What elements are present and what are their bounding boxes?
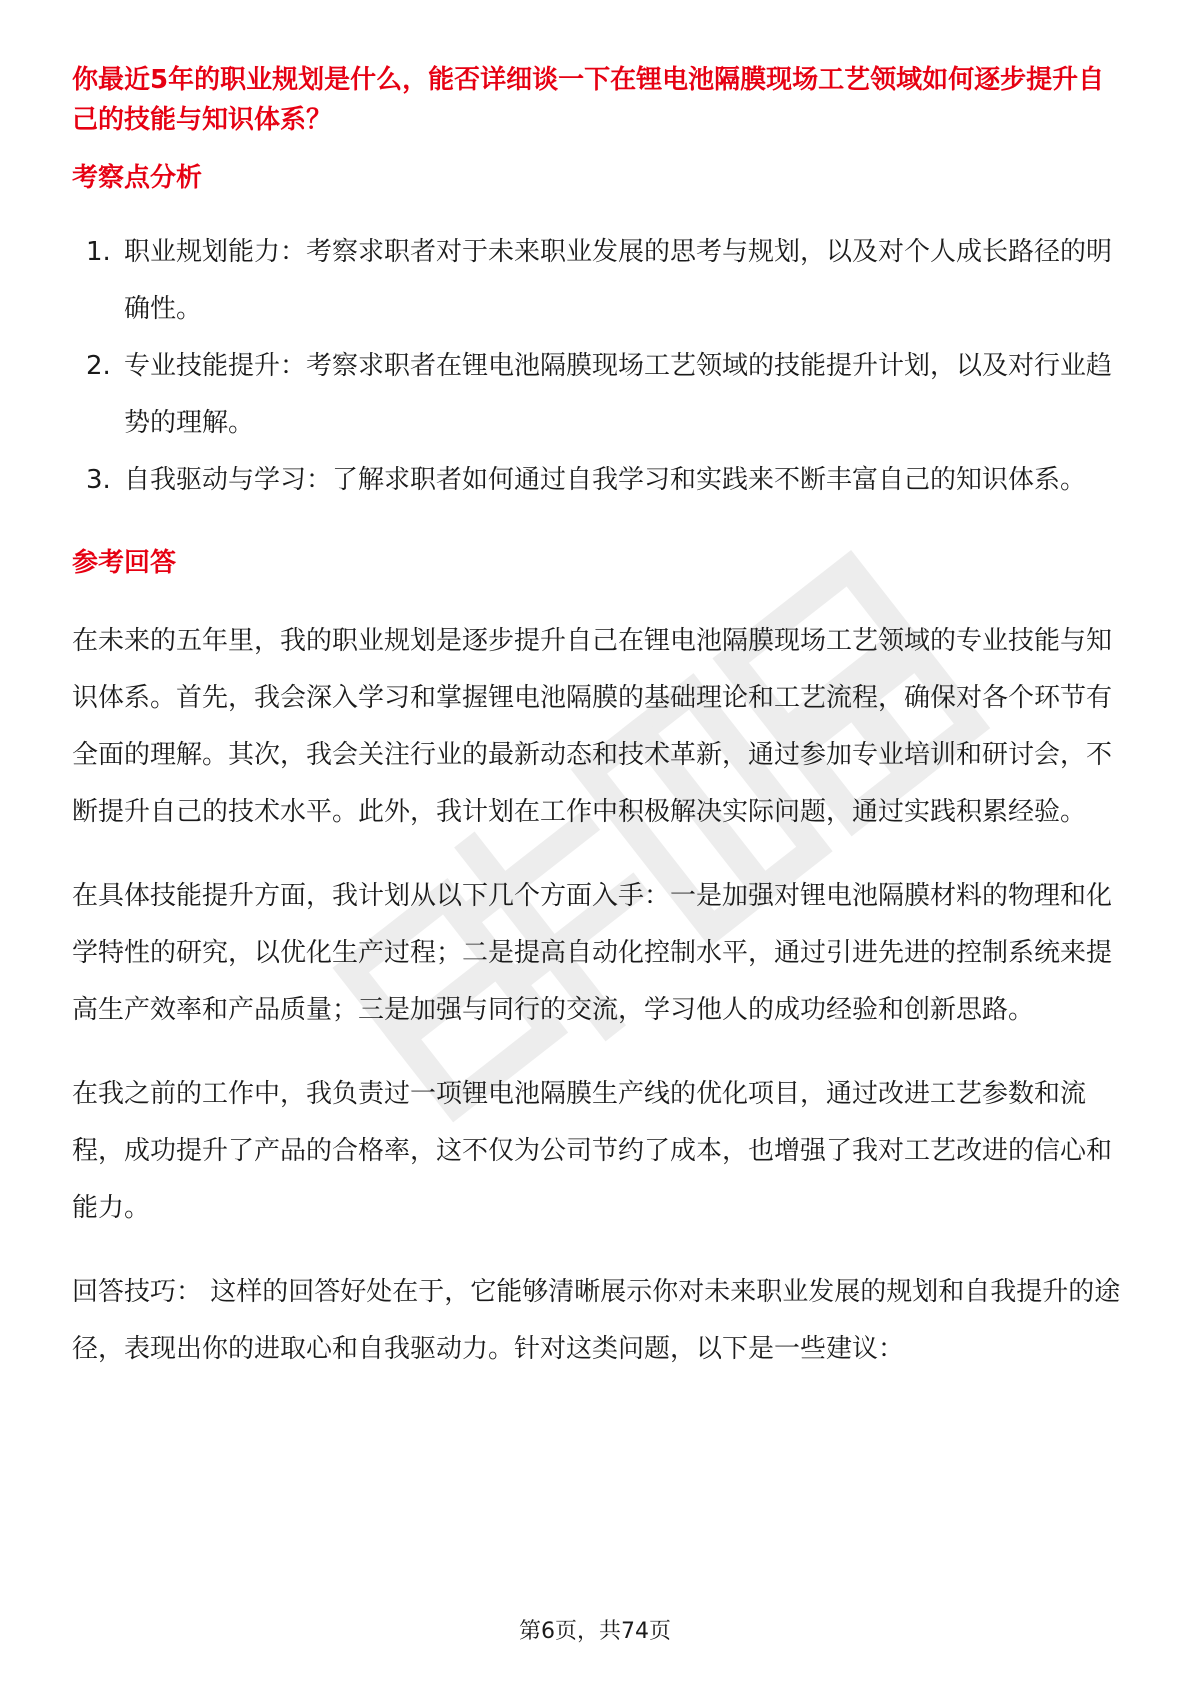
list-item-number: 3. (86, 465, 111, 495)
list-item-number: 1. (86, 237, 111, 267)
answer-tips-paragraph: 回答技巧： 这样的回答好处在于，它能够清晰展示你对未来职业发展的规划和自我提升的途径，表现出你的进取心和自我驱动力。针对这类问题，以下是一些建议： (72, 1277, 1121, 1364)
list-item (72, 224, 1122, 338)
analysis-heading: 考察点分析 (72, 163, 203, 193)
list-item-text: 自我驱动与学习：了解求职者如何通过自我学习和实践来不断丰富自己的知识体系。 (124, 465, 1087, 495)
main-content (72, 60, 1122, 1378)
page-number: 第6页，共74页 (519, 1619, 671, 1644)
answer-paragraph: 在未来的五年里，我的职业规划是逐步提升自己在锂电池隔膜现场工艺领域的专业技能与知识体系。首先，我会深入学习和掌握锂电池隔膜的基础理论和工艺流程，确保对各个环节有全面的理解。其次，我会关注行业的最新动态和技术革新，通过参加专业培训和研讨会，不断提升自己的技术水平。此外，我计划在工作中积极解决实际问题，通过实践积累经验。 (72, 626, 1113, 827)
answer-heading: 参考回答 (72, 548, 177, 578)
list-item-text: 职业规划能力：考察求职者对于未来职业发展的思考与规划，以及对个人成长路径的明确性。 (124, 237, 1113, 324)
list-item (72, 338, 1122, 452)
analysis-points-list (72, 224, 1122, 509)
list-item-text: 专业技能提升：考察求职者在锂电池隔膜现场工艺领域的技能提升计划，以及对行业趋势的理解。 (124, 351, 1113, 438)
question-title: 你最近5年的职业规划是什么，能否详细谈一下在锂电池隔膜现场工艺领域如何逐步提升自己的技能与知识体系？ (72, 65, 1105, 135)
answer-paragraph: 在我之前的工作中，我负责过一项锂电池隔膜生产线的优化项目，通过改进工艺参数和流程，成功提升了产品的合格率，这不仅为公司节约了成本，也增强了我对工艺改进的信心和能力。 (72, 1079, 1113, 1223)
list-item (72, 452, 1122, 509)
list-item-number: 2. (86, 351, 111, 381)
answer-paragraph: 在具体技能提升方面，我计划从以下几个方面入手：一是加强对锂电池隔膜材料的物理和化学特性的研究，以优化生产过程；二是提高自动化控制水平，通过引进先进的控制系统来提高生产效率和产品质量；三是加强与同行的交流，学习他人的成功经验和创新思路。 (72, 881, 1113, 1025)
